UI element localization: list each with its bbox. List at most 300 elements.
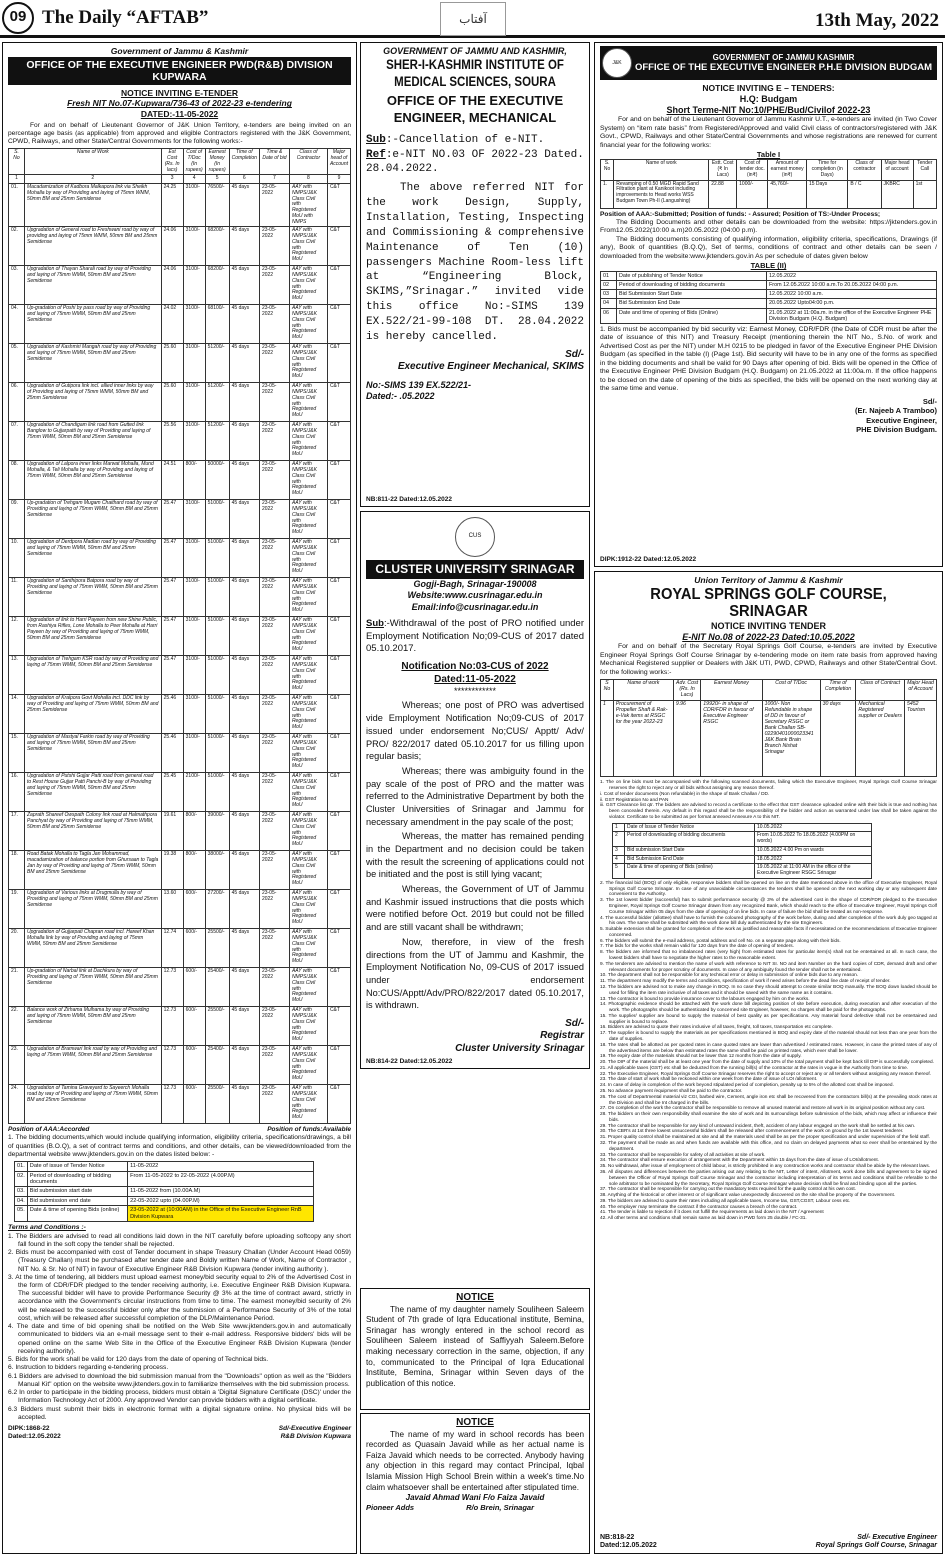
table-cell: 23-05-2022 — [259, 461, 289, 500]
table-cell: Road Batak Mohalla to Tagla Jan Mohammad, macadamization of balance portion from Ghursaan to Tagla Jan by way of Providing and laying of 75mm WMM, 50mm BM and 25mm Semidense — [25, 851, 162, 890]
table-cell: 2100/- — [183, 773, 205, 812]
pwd-col-header: S. No — [9, 149, 25, 175]
table-cell: 01. — [15, 1162, 28, 1171]
table-cell: C&T — [327, 344, 350, 383]
table-cell: 51000/- — [205, 695, 229, 734]
pwd-col-header: Time of Completion — [229, 149, 259, 175]
phe-sig1: (Er. Najeeb A Tramboo) — [855, 406, 937, 416]
table-cell: 3100/- — [183, 656, 205, 695]
table-cell: 800/- — [183, 461, 205, 500]
table-cell: AAY with NMPS/J&K Class Civil with Registered MoU — [289, 773, 327, 812]
table-cell: 20. — [9, 929, 25, 968]
table-cell: C&T — [327, 929, 350, 968]
table-cell: AAY with NMPS/J&K Class Civil with Registered MoU — [289, 344, 327, 383]
golf-term: 10. The department shall not be responsible for any technical error or delay in submission of online bids due to any reason. — [600, 973, 859, 979]
table-cell: Upgradation of Putshi Gujjar Patti road from general road to Rest House Gujjar Patti Panchi-B by way of Providing and laying of 75mm WMM, 50mm BM and 25mm Semidense — [25, 773, 162, 812]
table-row — [9, 851, 351, 890]
phe-office: OFFICE OF THE EXECUTIVE ENGINEER P.H.E DIVISION BUDGAM — [634, 61, 932, 73]
table-cell: 3100/- — [183, 617, 205, 656]
table-row — [9, 734, 351, 773]
table-cell: 45 days — [229, 383, 259, 422]
pwd-col-number: 9 — [327, 175, 350, 184]
cus-sub: Sub:-Withdrawal of the post of PRO notified under Employment Notification No;09-CUS of 2017 dated 05.10.2017. — [366, 617, 584, 655]
table-cell: 25.47 — [161, 656, 183, 695]
phe-gov: GOVERNMENT OF JAMMU KASHMIR — [712, 52, 855, 62]
skims-inst: SHER-I-KASHMIR INSTITUTE OF MEDICAL SCIENCES, SOURA — [386, 57, 564, 90]
table-cell: AAY with NMPS/J&K Class Civil with Registered MoU — [289, 734, 327, 773]
pwd-para1: 1. The bidding documents,which would include qualifying information, eligibility criteria, specifications/drawings, a bill of quantities (B.O.Q), a set of contract terms and conditions, and other details, can be viewed/downloaded from the departmental website www.jktenders.gov.in on the dates listed below: - — [8, 1134, 351, 1158]
pwd-term: 3. At the time of tendering, all bidders must upload earnest money/bid security equal to 2% of the Advertised Cost in the form of CDR/FDR pledged to the tender receiving authority, i.e. Executive Engineer R&B Division Kupwara. The successful bidder will have to provide Performance Security @ 3% at the time of contract award, strictly in accordance with the Government's circular instructions from time to time. The earnest money/bid security of 2% will be released to the successful bidder only after the submission of a Performance Security of 3% of the total cost, which will be released after successful completion of the DLP/Maintenance Period. — [8, 1273, 351, 1322]
table-cell: 12.73 — [161, 1007, 183, 1046]
table-row — [9, 617, 351, 656]
golf-term: 7. The bids for the works shall remain valid for 120 days from the date of opening of tenders. — [600, 944, 794, 950]
pwd-col-number: 1 — [9, 175, 25, 184]
phe-sd: Sd/- — [922, 396, 937, 406]
table-cell: From 11-05-2022 to 22-05-2022 (4.00P.M) — [128, 1171, 314, 1187]
pwd-col-header: Major head of Account — [327, 149, 350, 175]
golf-term: 6. The bidders will submit the e-mail address, postal address and cell No. on a separate page along with their bids. — [600, 938, 841, 944]
golf-term: 33. The contractor shall be responsible for safety of all activities at site of work. — [600, 1152, 766, 1158]
cus-notice — [360, 511, 590, 1069]
table-cell: Upgradation of Lalpora inner links Marwat Mohalla, Mund Mohalla, & Teli Mohalla by way of Providing and laying of 75mm WMM, 50mm BM and 25mm Semidense — [25, 461, 162, 500]
table-cell: Upgradation of Gutipora link incl. allied inner links by way of Providing and laying of 75mm WMM, 50mm BM and 25mm Semidense — [25, 383, 162, 422]
table-cell: AAY with NMPS/J&K Class Civil with Registered MoU — [289, 1046, 327, 1085]
pwd-terms-list — [8, 1233, 351, 1422]
pwd-term: 5. Bids for the work shall be valid for 120 days from the date of opening of Technical bids. — [8, 1356, 269, 1364]
phe-table2-title: TABLE (II) — [750, 261, 787, 271]
table-cell: 3100/- — [183, 422, 205, 461]
table-cell: 24.02 — [161, 305, 183, 344]
table-cell: 5 — [613, 864, 625, 879]
table-cell: Upgradation of Santhipora Batpora road by way of Providing and laying of 75mm WMM, 50mm BM and 25mm Semidense — [25, 578, 162, 617]
cus-uni: Cluster University Srinagar — [455, 1042, 584, 1054]
table-cell: Bid Submission End Date — [625, 855, 755, 864]
phe-dipk: DIPK:1912-22 Dated:12.05.2022 — [600, 555, 697, 563]
golf-term: 41. The tender is liable to rejection if it does not fulfill the requirements as laid down in the NIT / Agreement — [600, 1210, 824, 1216]
golf-term: 22. The Executive Engineer, Royal Springs Golf Course Srinagar reserves the right to accept or reject any or all tenders without assigning any reason thereof. — [600, 1071, 932, 1077]
table-cell: 13. — [9, 656, 25, 695]
newspaper-name: The Daily “AFTAB” — [42, 6, 209, 28]
golf-dates-table — [612, 823, 872, 879]
table-cell: 45 days — [229, 617, 259, 656]
pwd-term: 6.2 In order to participate in the bidding process, bidders must obtain a 'Digital Signature Certificate (DSC)' under the Information Technology Act of 2000. Any approved Vendor can provide bidders with a digital certificate. — [8, 1389, 351, 1405]
golf-term: 35. No withdrawal, after issue of employment of child labour, is strictly prohibited in any construction works and contractor shall be abide by the relevant laws. — [600, 1164, 931, 1170]
pwd-office: OFFICE OF THE EXECUTIVE ENGINEER PWD(R&B) DIVISION KUPWARA — [8, 57, 351, 85]
table-cell: 600/- — [183, 929, 205, 968]
cus-paragraph: Whereas, the Government of UT of Jammu and Kashmir issued instructions that die posts which were notified before Oct. 2019 but could not be filled and are still vacant shall be withdrawn; — [366, 884, 584, 933]
table-cell: 25.56 — [161, 422, 183, 461]
golf-term: 3. The 1st lowest bidder (successful) has to submit performance security @ 3% of the advertised cost in the shape of CDR/FDR pledged to the Executive Engineer, Royal Springs Golf Course Srinagar drawn from any recognized Bank, which should reach to the office of Executive Engineer, Royal Springs Golf Course Srinagar within 05 days from the date of opening of on line bids. In case of failure the bid shall be treated as non-response. — [600, 898, 937, 915]
table-cell: 45 days — [229, 929, 259, 968]
table-cell: 15 Days — [806, 180, 847, 208]
table-cell: 1 — [613, 823, 625, 832]
table-row — [601, 290, 937, 299]
phe-aaa: Position of AAA:-Submitted; Position of funds: - Assured; Position of TS:-Under Process; — [600, 210, 881, 218]
table-cell: 24.51 — [161, 461, 183, 500]
phe-col-header: Amount of earnest money (in₹) — [768, 160, 807, 180]
table-cell: Bid submission end date — [27, 1196, 127, 1205]
table-cell: 23-05-2022 — [259, 1085, 289, 1124]
table-row — [601, 280, 937, 289]
table-cell: 19. — [9, 890, 25, 929]
table-row — [15, 1206, 314, 1222]
table-cell: 45 days — [229, 500, 259, 539]
phe-works-table — [600, 159, 937, 208]
table-cell: Bid submission start date — [27, 1187, 127, 1196]
masthead — [0, 0, 945, 38]
notice1-body: The name of my daughter namely Souliheen Saleem Student of 7th grade of Iqra Educational institute, Bemina, Srinagar has wrongly entered in the school record as Souliheen Saleem instead of Saffiyyah Saleem.Before making necessary correction in the same, objection, if any to, communicated to the Principal of Iqra Educational Institute, Bemina, Srinagar within Seven days of the publication of this notice. — [366, 1304, 584, 1389]
table-cell: 39000/- — [205, 812, 229, 851]
golf-term: 17. The supplier is bound to supply the materials as per specifications mentioned in BOQ and expiry date of the material should not less than one year from the date of supplies. — [600, 1031, 937, 1042]
table-row — [613, 855, 872, 864]
table-cell: 68200/- — [205, 266, 229, 305]
table-cell: 45 days — [229, 461, 259, 500]
table-cell: 11. — [9, 578, 25, 617]
table-cell: 23-05-2022 — [259, 968, 289, 1007]
golf-term: 31. Proper quality control shall be maintained at site and all the materials used shall be as per the proper specification and under supervision of the field staff. — [600, 1135, 930, 1141]
table-cell: AAY with NMPS/J&K Class Civil with Registered MoU — [289, 890, 327, 929]
table-cell: 23. — [9, 1046, 25, 1085]
pwd-term: 6.1 Bidders are advised to download the bid submission manual from the "Downloads" option as well as the "Bidders Manual Kit" option on the website www.jktenders.gov.in to familiarize themselves with the bid submission process. — [8, 1372, 351, 1388]
golf-term: 12. The bidders are advised not to make any change in BOQ. In no case they should attempt to create similar BOQ manually. The BOQ down loaded should be used for filling the item rate inclusive of all taxes and it should be saved with the same name as it contains. — [600, 984, 937, 996]
jk-emblem-icon: J&K — [602, 48, 632, 78]
cus-paragraphs — [366, 699, 584, 1012]
table-cell: 23-05-2022 — [259, 695, 289, 734]
table-cell: 68200/- — [205, 227, 229, 266]
notice2-body: The name of my ward in school records has been recorded as Quasain Javaid while as her actual name is Faiza Javaid which needs to be corrected. Anybody having any objection in this regard may contact Principal, Iqbal Islamia Mission High School Brein within a week's time.No claim whatsoever shall be entertained after stipulated time. — [366, 1429, 584, 1492]
table-cell: 45 days — [229, 305, 259, 344]
table-cell: 14. — [9, 695, 25, 734]
table-cell: C&T — [327, 734, 350, 773]
table-cell: 9.96 — [673, 701, 700, 777]
table-row — [9, 539, 351, 578]
table-row — [9, 1046, 351, 1085]
table-cell: C&T — [327, 184, 350, 227]
phe-col-header: Time for completion (in Days) — [806, 160, 847, 180]
table-cell: C&T — [327, 227, 350, 266]
table-row — [9, 383, 351, 422]
table-row — [9, 695, 351, 734]
pwd-term: 4. The date and time of bid opening shall be notified on the Web Site www.jktenders.gov.in and automatically communicated to bidders via an e-mail message sent to their e-mail address. Responsive bidders' bids will be opened online on the same Web Site in the Office of the Executive Engineer R&B Division Kupwara (tender receiving authority). — [8, 1323, 351, 1355]
table-cell: C&T — [327, 656, 350, 695]
table-cell: 25.47 — [161, 539, 183, 578]
table-cell: 45 days — [229, 734, 259, 773]
table-cell: 12.05.2022 — [767, 271, 937, 280]
table-cell: 23-05-2022 — [259, 422, 289, 461]
table-cell: 51000/- — [205, 578, 229, 617]
notice2-agency: Pioneer Adds — [366, 1503, 415, 1513]
table-cell: C&T — [327, 539, 350, 578]
golf-term: 21. All applicable taxes (GST) etc shall be deducted from the running bill(s) of the contractor at the rates in vogue in the Authority from time to time. — [600, 1065, 909, 1071]
table-cell: 23-05-2022 — [259, 1046, 289, 1085]
table-cell: 45 days — [229, 266, 259, 305]
pwd-intro: For and on behalf of Lieutenant Governor of J&K Union Territory, e-tenders are being invited on an percentage age basis (as applicable) from approved and eligible Contractors registered with the J&K Government, CPWD, Railways, and other State/Central Governments for the following works:- — [8, 121, 351, 146]
phe-sig2: Executive Engineer, — [866, 415, 937, 425]
skims-notice — [360, 42, 590, 507]
table-cell: 23-05-2022 — [259, 734, 289, 773]
pwd-col-header: Name of Work — [25, 149, 162, 175]
table-cell: 3100/- — [183, 500, 205, 539]
phe-col-header: Major head of account — [881, 160, 913, 180]
table-cell: 25.60 — [161, 383, 183, 422]
phe-nit: Short Terme-NIT No:10/PHE/Bud/Civilof 2022-23 — [666, 104, 871, 115]
golf-col-header: Major Head of Account — [905, 680, 937, 701]
skims-dated: Dated:- .05.2022 — [366, 390, 435, 401]
table-cell: 23-05-2022 — [259, 500, 289, 539]
table-cell: 51000/- — [205, 656, 229, 695]
pwd-title: NOTICE INVITING E-TENDER — [120, 87, 239, 98]
cus-stars: ************ — [453, 686, 497, 697]
table-cell: 600/- — [183, 1046, 205, 1085]
cus-notification: Notification No:03-CUS of 2022 — [401, 661, 549, 673]
table-cell: 24. — [9, 1085, 25, 1124]
newspaper-logo-icon: آفتاب — [440, 2, 506, 36]
table-cell: 51000/- — [205, 539, 229, 578]
table-row — [613, 864, 872, 879]
table-cell: AAY with NMPS/J&K Class Civil with Registered MoU — [289, 383, 327, 422]
phe-col-header: Cost of tender doc. (in₹) — [737, 160, 768, 180]
table-cell: 08. — [9, 461, 25, 500]
table-cell: 22-05-2022 upto (04.00P.M) — [128, 1196, 314, 1205]
pwd-col-number: 4 — [183, 175, 205, 184]
table-row — [9, 890, 351, 929]
pwd-col-header: Cost of T/Doc (In rupees) — [183, 149, 205, 175]
table-cell: 51000/- — [205, 734, 229, 773]
golf-term: iii. GST Clearance list qtr. The bidders are advised to record a certificate to the effect that GST clearance uploaded online with their bids is true and nothing has been concealed therein. Any default in this regard shall be the responsibility of the bidder and action as warranted under law shall be taken against the violator. Certificate to be submitted as per format annexed Annexure A to this NIT. — [600, 803, 937, 820]
pwd-term: 6. Instruction to bidders regarding e-tendering process. — [8, 1364, 169, 1372]
golf-term: 39. The bidders are advised to quote their rates including all applicable taxes, Income tax, GST,CGST, Labour cess etc. — [600, 1198, 851, 1204]
table-cell: AAY with NMPS/J&K Class Civil with Registered MoU — [289, 812, 327, 851]
phe-budgam-notice — [594, 42, 943, 567]
table-row — [9, 305, 351, 344]
pwd-dipk: DIPK:1868-22 — [8, 1424, 50, 1432]
table-cell: 600/- — [183, 1007, 205, 1046]
golf-term: 29. The contractor shall be responsible for any kind of untoward incident, theft, accident of any labour engaged on the work shall be settled at his own. — [600, 1123, 916, 1129]
table-cell: 23-05-2022 — [259, 383, 289, 422]
table-cell: 19.38 — [161, 851, 183, 890]
table-cell: 23-05-2022 — [259, 305, 289, 344]
table-row — [9, 578, 351, 617]
table-cell: From 12.05.2022 10:00 a.m.To 20.05.2022 04:00 p.m. — [767, 280, 937, 289]
table-cell: 1000/- Non Refundable in shape of DD in favour of Secretary RSGC or Bank Challan SB-02290401000023341 J&K Bank Brain Branch Nishat Srinagar — [762, 701, 820, 777]
table-cell: AAY with NMPS/J&K Class Civil with Registered MoU — [289, 1085, 327, 1124]
table-cell: AAY with NMPS/J&K Class Civil with Registered MoU — [289, 656, 327, 695]
notice2-title: NOTICE — [456, 1417, 494, 1428]
table-cell: 22.88 — [709, 180, 737, 208]
table-cell: 23-05-2022 — [259, 890, 289, 929]
cus-notification-date: Dated:11-05-2022 — [434, 673, 516, 685]
pwd-dates-table — [14, 1161, 314, 1222]
table-cell: 3100/- — [183, 305, 205, 344]
pwd-terms-title: Terms and Conditions :- — [8, 1224, 86, 1232]
table-cell: 25.46 — [161, 734, 183, 773]
table-cell: Upgradation of Thayan Sharali road by way of Providing and laying of 75mm WMM, 50mm BM and 25mm Semidense — [25, 266, 162, 305]
table-cell: 600/- — [183, 968, 205, 1007]
table-cell: 45 days — [229, 1046, 259, 1085]
notice2-place: R/o Brein, Srinagar — [466, 1503, 534, 1513]
table-cell: Upgradation of Trehgam KSR road by way of Providing and laying of 75mm WMM, 50mm BM and 25mm Semidense — [25, 656, 162, 695]
table-cell: Upgradation of Mastyal Farkin road by way of Providing and laying of 75mm WMM, 50mm BM and 25mm Semidense — [25, 734, 162, 773]
table-cell: Date of publishing of Tender Notice — [617, 271, 767, 280]
table-cell: 05. — [15, 1206, 28, 1222]
golf-term: 32. The payment shall be made as and when funds are available with this office, and no claim on delayed payments what so ever shall be entertained by the department. — [600, 1141, 937, 1152]
pwd-col-header: Class of Contractor — [289, 149, 327, 175]
table-cell: JKBRC — [881, 180, 913, 208]
table-cell: 38000/- — [205, 851, 229, 890]
table-cell: 5452 Tourism — [905, 701, 937, 777]
table-cell: 23-05-2022 — [259, 266, 289, 305]
table-cell: 3100/- — [183, 695, 205, 734]
golf-col-header: Name of work — [613, 680, 673, 701]
table-cell: Date of issue of Tender Notice — [27, 1162, 127, 1171]
table-cell: 30 days — [820, 701, 856, 777]
table-cell: C&T — [327, 773, 350, 812]
pwd-col-number: 5 — [205, 175, 229, 184]
table-cell: 27200/- — [205, 890, 229, 929]
golf-term: 30. The CBR's at 1st three lowest unsuccessful bidders shall be released after commencement of the work on ground by the 1st lowest tenderer. — [600, 1129, 904, 1135]
table-row — [9, 929, 351, 968]
table-cell: 06 — [601, 308, 617, 323]
table-cell: 24.06 — [161, 227, 183, 266]
table-cell: 45 days — [229, 851, 259, 890]
table-cell: C&T — [327, 578, 350, 617]
table-cell: AAY with NMPS/J&K Class Civil with Registered MoU — [289, 539, 327, 578]
table-cell: 12.73 — [161, 1046, 183, 1085]
golf-term: 38. Anything of the historical or other interest or of significant value unexpectedly discovered on the site shall be property of the Government. — [600, 1193, 896, 1199]
golf-term: 34. The contractor shall ensure execution of arrangement with the Department within 15 days from the date of issue of LOI/allotment. — [600, 1158, 879, 1164]
table-cell: 12. — [9, 617, 25, 656]
table-cell: 25400/- — [205, 968, 229, 1007]
golf-term: 9. The tenderers are advised to mention the name of work with reference to NIT SI. NO and item Number on the hard copies of CDR, demand draft and other relevant documents for proper scrutiny of documents. In case of any ambiguity found the tender shall not be entertained. — [600, 961, 937, 973]
table-cell: 45 days — [229, 890, 259, 929]
pwd-col-number: 8 — [289, 175, 327, 184]
phe-hq: H.Q: Budgam — [739, 93, 798, 104]
table-cell: C&T — [327, 968, 350, 1007]
table-row — [9, 344, 351, 383]
golf-term: 26. The cost of Departmental material viz CGI, barbed wire, Cement, angle iron etc shall be recovered from the contractors bill(s) at the prevailing stock rates at the Division and shall be Int charged in the bills. — [600, 1094, 937, 1106]
cus-nb: NB:814-22 Dated:12.05.2022 — [366, 1057, 453, 1065]
table-cell: 3100/- — [183, 734, 205, 773]
table-cell: 3100/- — [183, 344, 205, 383]
table-cell: C&T — [327, 305, 350, 344]
golf-col-header: Earnest Money — [701, 680, 762, 701]
table-cell: 23-05-2022 — [259, 184, 289, 227]
pwd-col-number: 2 — [25, 175, 162, 184]
golf-col-header: S No — [601, 680, 614, 701]
table-cell: 3100/- — [183, 266, 205, 305]
table-cell: Upgradation of Chandigam link road from Gutted link Banglow to Gujjarpatti by way of Providing and laying of 75mm WMM, 50mm BM and 25mm Semidense — [25, 422, 162, 461]
phe-col-header: Tender Call — [913, 160, 936, 180]
golf-term: 23. The date of start of work shall be reckoned within one week from the date of issue of LOI /allotment. — [600, 1077, 818, 1083]
notice2-sig: Javaid Ahmad Wani F/o Faiza Javaid — [405, 1493, 545, 1503]
table-cell: 18. — [9, 851, 25, 890]
golf-sd: Sd/- Executive Engineer — [857, 1533, 937, 1541]
table-cell: 03 — [601, 290, 617, 299]
table-cell: C&T — [327, 461, 350, 500]
table-cell: C&T — [327, 266, 350, 305]
golf-title: NOTICE INVITING TENDER — [710, 620, 826, 631]
table-cell: 12.05.2022 10:00 a.m. — [767, 290, 937, 299]
table-cell: 600/- — [183, 1085, 205, 1124]
cus-paragraph: Whereas, the matter has remained pending in the Department and no decision could be taken with the result the screening of applications could not be initiated and the post is still lying vacant; — [366, 831, 584, 880]
table-cell: 3100/- — [183, 184, 205, 227]
table-cell: C&T — [327, 383, 350, 422]
table-cell: C&T — [327, 422, 350, 461]
table-cell: Upgradation of General road to Freshwani road by way of providing and laying of 75mm WMM, 50mm BM and 25mm Semidense — [25, 227, 162, 266]
table-cell: From 10.05.2022 To 18.05.2022 (4.00PM on words) — [755, 832, 872, 847]
golf-term: 25. No advance payment /equipment shall be paid to the contractor. — [600, 1089, 743, 1094]
pwd-col-number: 6 — [229, 175, 259, 184]
table-cell: AAY with NMPS/J&K Class Civil with Registered MoU — [289, 851, 327, 890]
table-cell: 25500/- — [205, 1007, 229, 1046]
table-cell: 45 days — [229, 344, 259, 383]
table-cell: 10.05.2022 4.00 Pm on wards — [755, 846, 872, 855]
table-cell: 51200/- — [205, 383, 229, 422]
table-cell: Period of downloading of bidding documents — [625, 832, 755, 847]
table-row — [15, 1187, 314, 1196]
table-cell: Date & time of opening of Bids (online) — [625, 864, 755, 879]
phe-intro: For and on behalf of the Lieutenant Governor of Jammu Kashmir U.T., e-tenders are invited (in Two Cover System) on “item rate basis” from Registered/Approved and valid Civil class of contractors/registered with J&K Govt., CPWD, Railways and other State/Central Governments and whose registrations are renewed for current financial year for the following works: — [600, 116, 937, 149]
table-row — [9, 227, 351, 266]
table-cell: 23-05-2022 — [259, 344, 289, 383]
table-cell: 3100/- — [183, 227, 205, 266]
table-cell: AAY with NMPS/J&K Class Civil with Registered MoU — [289, 578, 327, 617]
phe-title: NOTICE INVITING E – TENDERS: — [702, 83, 835, 93]
table-cell: 1st — [913, 180, 936, 208]
golf-term: 37. The contractor shall be responsible for carrying out the mandatory tests required for the quality control at his own cost. — [600, 1187, 857, 1193]
table-cell: 51000/- — [205, 500, 229, 539]
pwd-sig2: R&B Division Kupwara — [280, 1433, 351, 1441]
table-cell: 25.47 — [161, 617, 183, 656]
golf-course-notice — [594, 571, 943, 1554]
table-cell: 04. — [15, 1196, 28, 1205]
golf-col-header: Cost of T/Doc — [762, 680, 820, 701]
table-cell: C&T — [327, 1007, 350, 1046]
pwd-funds: Position of funds:Available — [267, 1126, 351, 1134]
phe-sig3: PHE Division Budgam. — [856, 424, 937, 434]
table-row — [15, 1196, 314, 1205]
table-cell: C&T — [327, 1046, 350, 1085]
table-cell: 23-05-2022 — [259, 929, 289, 968]
pwd-col-header: Time & Date of bid — [259, 149, 289, 175]
table-cell: 25.46 — [161, 695, 183, 734]
table-row — [601, 308, 937, 323]
phe-para1: The Bidding Documents and other details can be downloaded from the website: https://jktenders.gov.in From12.05.2022(10:00 a.m)20.05.2022 (04:00 p.m). — [600, 218, 937, 235]
golf-nb: NB:818-22 — [600, 1533, 635, 1541]
table-cell: Bid Submission End Date — [617, 299, 767, 308]
cus-name: CLUSTER UNIVERSITY SRINAGAR — [366, 560, 584, 579]
table-cell: 23-05-2022 at (10:00AM) in the Office of the Executive Engineer RnB Division Kupwara — [128, 1206, 314, 1222]
table-cell: Upgradation of Tamina Graveyard to Sayeerch Mohalla road by way of Providing and laying of 75mm WMM, 50mm BM and 25mm Semidense — [25, 1085, 162, 1124]
table-cell: 02. — [15, 1171, 28, 1187]
table-cell: 45 days — [229, 184, 259, 227]
table-cell: 12.74 — [161, 929, 183, 968]
table-cell: 12.73 — [161, 968, 183, 1007]
golf-term: 24. In case of delay in completion of the work beyond stipulated period of completion, penalty up to 5% of the allotted cost shall be imposed. — [600, 1083, 894, 1089]
table-cell: Date and time of opening of Bids (Online) — [617, 308, 767, 323]
table-cell: AAY with NMPS/J&K Class Civil with Registered MoU — [289, 617, 327, 656]
skims-gov: GOVERNMENT OF JAMMU AND KASHMIR, — [383, 46, 567, 56]
golf-term: 28. The bidders on their own responsibility shall examine the site of work and its surroundings before submission of the bids, which may affect or influence their bids. — [600, 1112, 937, 1123]
table-row — [9, 422, 351, 461]
golf-works-table — [600, 679, 937, 777]
cus-sd: Sd/- — [565, 1017, 584, 1029]
table-cell: AAY with NMPS/J&K Class Civil with Registered MoU — [289, 500, 327, 539]
table-cell: 16. — [9, 773, 25, 812]
table-cell: AAY with NMPS/J&K Class Civil with Registered MoU — [289, 461, 327, 500]
table-cell: 21.05.2022 at 11:00a.m. in the office of the Executive Engineer PHE Division Budgam (H.Q. Budgam) — [767, 308, 937, 323]
golf-term: i. Cost of tender documents (Non refundable) in the shape of Bank Challan / DD. — [600, 791, 770, 797]
